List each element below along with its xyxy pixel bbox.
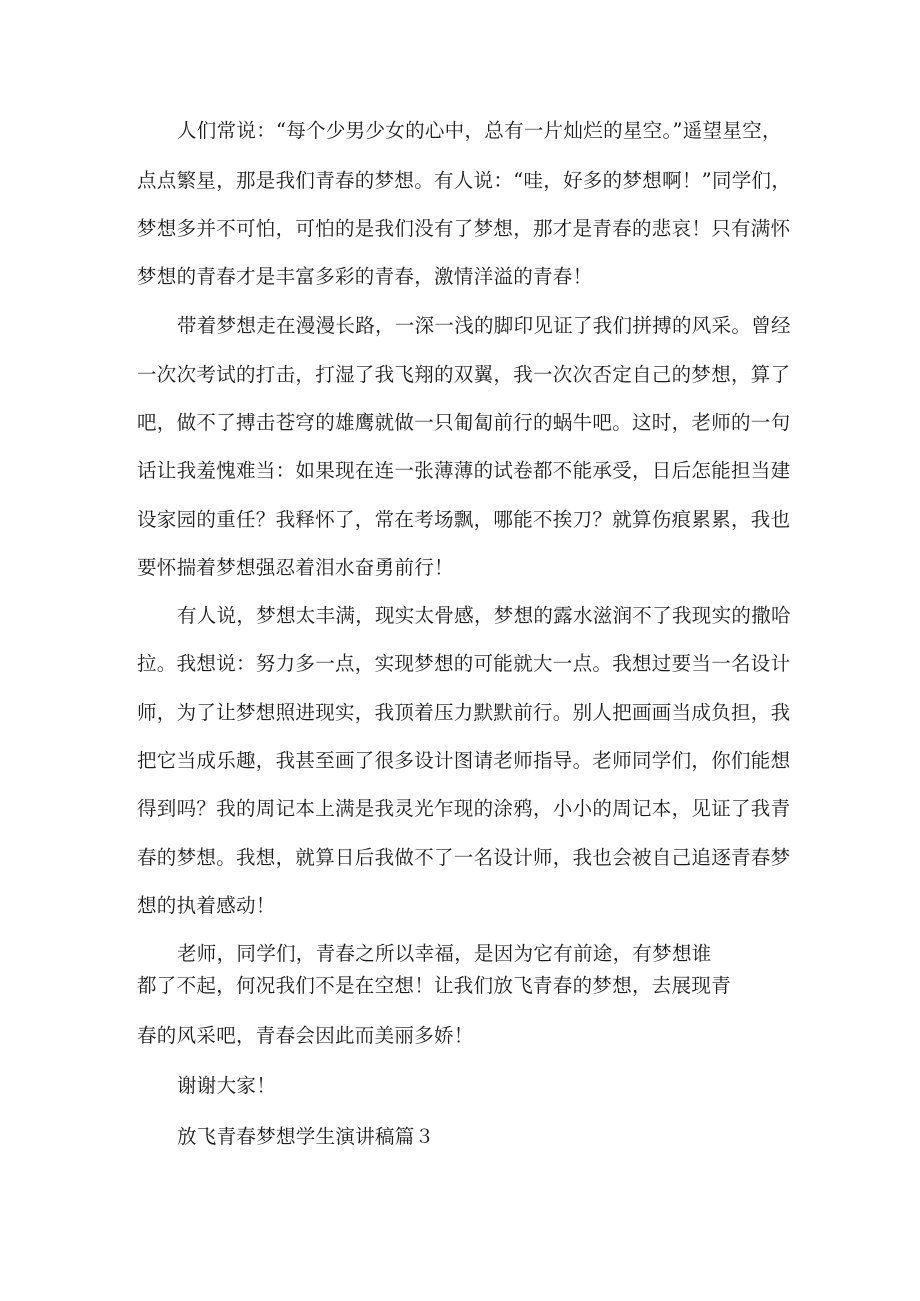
text-line: 设家园的重任？我释怀了，常在考场飘，哪能不挨刀？就算伤痕累累，我也 — [137, 508, 791, 531]
text-line: 吧，做不了搏击苍穹的雄鹰就做一只匍匐前行的蜗牛吧。这时，老师的一句 — [137, 411, 791, 434]
text-line: 话让我羞愧难当：如果现在连一张薄薄的试卷都不能承受，日后怎能担当建 — [137, 459, 791, 482]
text-line: 谢谢大家！ — [177, 1074, 277, 1097]
text-line: 点点繁星，那是我们青春的梦想。有人说：“哇，好多的梦想啊！”同学们， — [137, 169, 792, 192]
text-line: 老师，同学们，青春之所以幸福，是因为它有前途，有梦想谁 — [177, 942, 712, 965]
text-line: 得到吗？我的周记本上满是我灵光乍现的涂鸦，小小的周记本，见证了我青 — [137, 797, 791, 820]
text-line: 梦想多并不可怕，可怕的是我们没有了梦想，那才是青春的悲哀！只有满怀 — [137, 217, 791, 240]
text-line: 想的执着感动！ — [137, 894, 276, 917]
text-line: 有人说，梦想太丰满，现实太骨感，梦想的露水滋润不了我现实的撒哈 — [177, 604, 791, 627]
text-line: 师，为了让梦想照进现实，我顶着压力默默前行。别人把画画当成负担，我 — [137, 701, 791, 724]
text-line: 春的风采吧，青春会因此而美丽多娇！ — [137, 1024, 474, 1047]
text-line: 梦想的青春才是丰富多彩的青春，激情洋溢的青春！ — [137, 265, 593, 288]
text-line: 都了不起，何况我们不是在空想！让我们放飞青春的梦想，去展现青 — [137, 974, 732, 997]
text-line: 一次次考试的打击，打湿了我飞翔的双翼，我一次次否定自己的梦想，算了 — [137, 363, 791, 386]
text-line: 把它当成乐趣，我甚至画了很多设计图请老师指导。老师同学们，你们能想 — [137, 749, 791, 772]
text-line: 人们常说：“每个少男少女的心中，总有一片灿烂的星空。”遥望星空， — [177, 119, 782, 142]
text-line: 拉。我想说：努力多一点，实现梦想的可能就大一点。我想过要当一名设计 — [137, 652, 791, 675]
text-line: 放飞青春梦想学生演讲稿篇３ — [177, 1125, 435, 1148]
text-line: 带着梦想走在漫漫长路，一深一浅的脚印见证了我们拼搏的风采。曾经 — [177, 314, 791, 337]
text-line: 要怀揣着梦想强忍着泪水奋勇前行！ — [137, 556, 454, 579]
text-line: 春的梦想。我想，就算日后我做不了一名设计师，我也会被自己追逐青春梦 — [137, 846, 791, 869]
